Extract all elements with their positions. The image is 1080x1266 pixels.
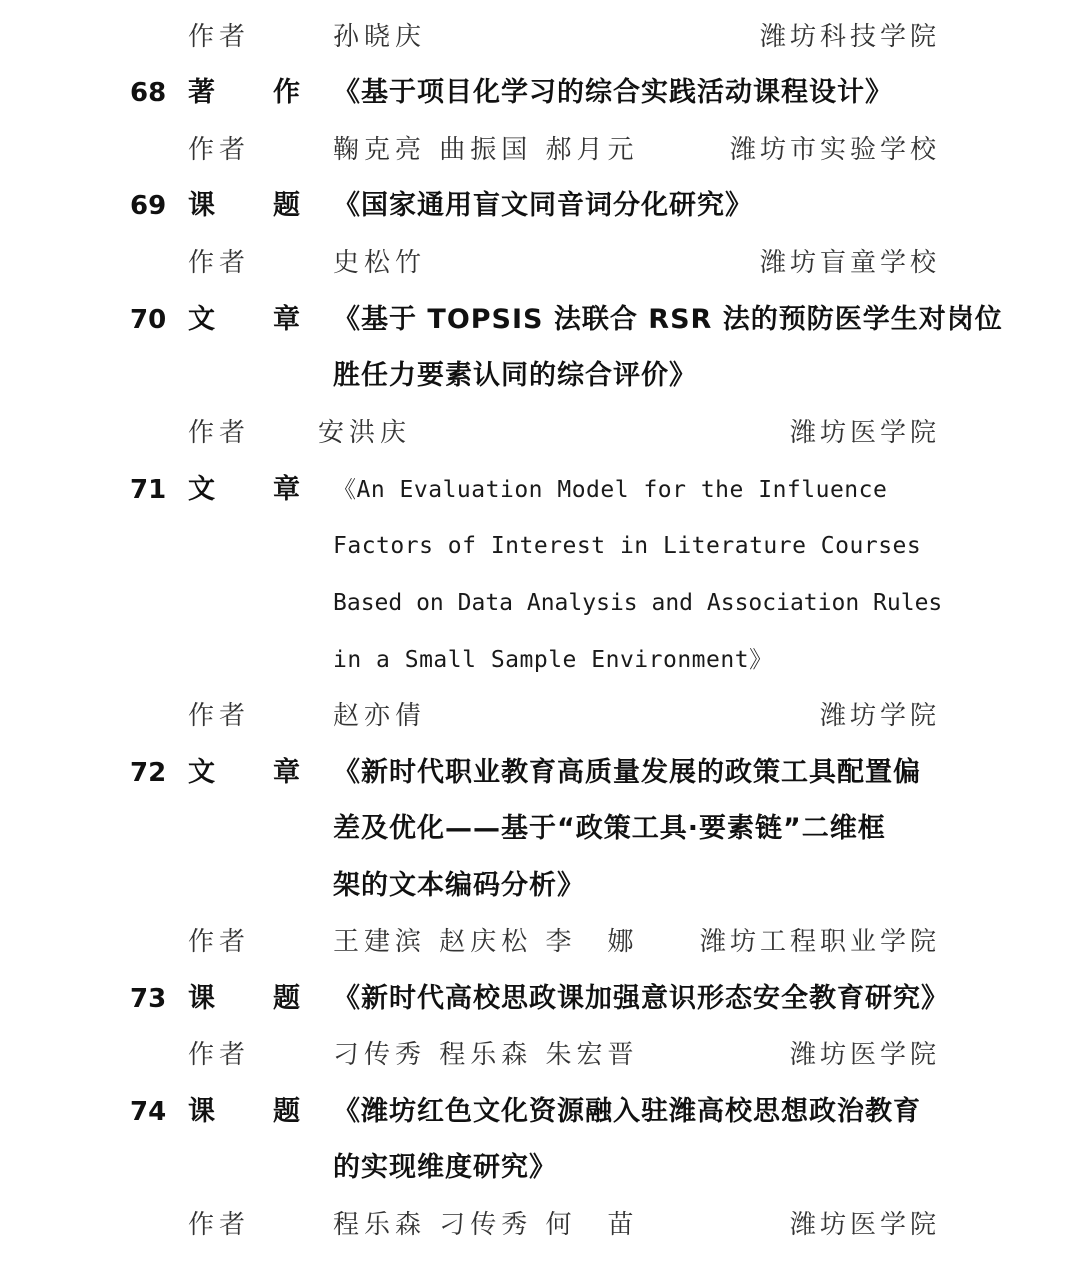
author-label: 作者 [188,248,251,278]
entry-category: 课题 [188,1096,358,1127]
entry-title: 《基于 TOPSIS 法联合 RSR 法的预防医学生对岗位 [333,304,1003,335]
entry-row-70 [0,292,1080,348]
entry-title: 《基于项目化学习的综合实践活动课程设计》 [333,77,893,108]
entry-category: 文章 [188,304,358,335]
entry-title-continuation [0,632,1080,688]
entry-category: 文章 [188,474,358,505]
institution: 潍坊学院 [819,701,940,731]
institution: 潍坊科技学院 [759,22,940,52]
author-row [0,9,1080,65]
entry-title: Factors of Interest in Literature Courses [333,533,922,559]
institution: 潍坊市实验学校 [729,135,940,165]
entry-title: in a Small Sample Environment》 [333,647,773,673]
entry-title-continuation [0,858,1080,914]
entry-title: 《新时代高校思政课加强意识形态安全教育研究》 [333,983,949,1014]
author-names: 王建滨 赵庆松 李 娜 [333,927,639,957]
institution: 潍坊医学院 [789,1210,940,1240]
entry-number: 73 [130,984,167,1014]
entry-title: 架的文本编码分析》 [333,870,585,901]
entry-title-continuation [0,801,1080,857]
entry-row-73 [0,971,1080,1027]
entry-title: 《新时代职业教育高质量发展的政策工具配置偏 [333,757,921,788]
entry-title: 《An Evaluation Model for the Influence [333,477,888,503]
entry-title-continuation [0,518,1080,574]
author-row [0,1197,1080,1253]
institution: 潍坊医学院 [789,418,940,448]
entry-category: 课题 [188,190,358,221]
entry-category: 课题 [188,983,358,1014]
entry-title: 差及优化——基于“政策工具·要素链”二维框 [333,813,886,844]
author-row [0,688,1080,744]
entry-title: Based on Data Analysis and Association Rules [333,590,943,616]
entry-number: 69 [130,191,167,221]
entry-category: 著作 [188,77,358,108]
entry-title: 《国家通用盲文同音词分化研究》 [333,190,753,221]
author-names: 安洪庆 [318,418,412,448]
institution: 潍坊工程职业学院 [699,927,940,957]
entry-row-69 [0,178,1080,234]
author-label: 作者 [188,418,251,448]
entry-title-continuation [0,348,1080,404]
author-names: 史松竹 [333,248,427,278]
author-label: 作者 [188,135,251,165]
entry-number: 71 [130,475,167,505]
author-names: 赵亦倩 [333,701,427,731]
entry-category: 文章 [188,757,358,788]
institution: 潍坊医学院 [789,1040,940,1070]
institution: 潍坊盲童学校 [759,248,940,278]
entry-row-71 [0,462,1080,518]
author-names: 鞠克亮 曲振国 郝月元 [333,135,639,165]
entry-row-68 [0,65,1080,121]
entry-row-72 [0,745,1080,801]
entry-title: 的实现维度研究》 [333,1152,557,1183]
entry-title-continuation [0,575,1080,631]
author-label: 作者 [188,1040,251,1070]
entry-number: 72 [130,758,167,788]
author-row [0,235,1080,291]
author-row [0,1027,1080,1083]
author-label: 作者 [188,701,251,731]
author-row [0,122,1080,178]
author-names: 刁传秀 程乐森 朱宏晋 [333,1040,639,1070]
author-label: 作者 [188,1210,251,1240]
author-names: 孙晓庆 [333,22,427,52]
entry-number: 70 [130,305,167,335]
author-names: 程乐森 刁传秀 何 苗 [333,1210,639,1240]
author-label: 作者 [188,22,251,52]
author-label: 作者 [188,927,251,957]
author-row [0,914,1080,970]
entry-number: 74 [130,1097,167,1127]
entry-title-continuation [0,1140,1080,1196]
entry-number: 68 [130,78,167,108]
entry-row-74 [0,1084,1080,1140]
author-row [0,405,1080,461]
entry-title: 胜任力要素认同的综合评价》 [333,360,697,391]
entry-title: 《潍坊红色文化资源融入驻潍高校思想政治教育 [333,1096,921,1127]
